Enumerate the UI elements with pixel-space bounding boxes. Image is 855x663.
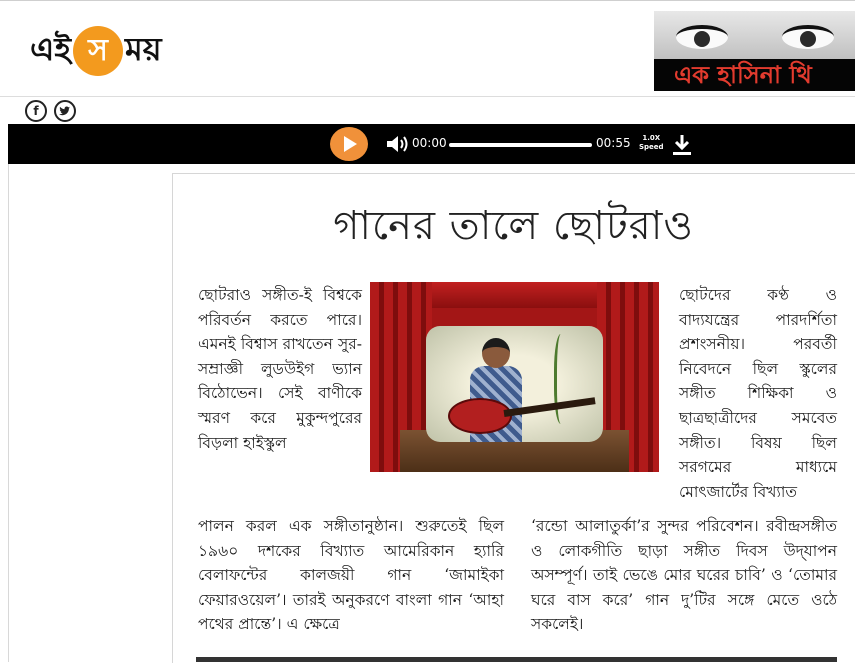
boy-head [482,338,510,368]
article-headline: গানের তালে ছোটরাও [333,203,694,249]
download-icon[interactable] [671,134,693,156]
volume-icon[interactable] [386,134,410,154]
guitar-body [448,398,512,434]
site-logo[interactable] [30,23,162,79]
logo-circle-letter: স [88,32,108,68]
article-photo [370,282,659,472]
twitter-icon[interactable] [54,100,76,122]
left-eye [676,25,728,49]
article-right-column: ছোটদের কণ্ঠ ও বাদ্যযন্ত্রের পারদর্শিতা প্রশংসনীয়। পরবর্তী নিবেদনে ছিল স্কুলের সঙ্গীত শিক্ষিকা ও ছাত্রছাত্রীদের সমবেত সঙ্গীত। বিষয় ছিল সরগমের মাধ্যমে মোৎজার্টের বিখ্যাত [679,286,837,501]
play-button[interactable] [330,127,368,161]
logo-circle [73,26,123,76]
ad-text: এক হাসিনা থি [654,59,855,91]
bottom-rule [196,657,837,662]
right-eye [782,25,834,49]
social-bar [0,96,855,125]
article-left-column: ছোটরাও সঙ্গীত-ই বিশ্বকে পরিবর্তন করতে পারে। এমনই বিশ্বাস রাখতেন সুর-সম্রাজ্ঞী লুডউইগ ভ্যান বিঠোভেন। সেই বাণীকে স্মরণ করে মুকুন্দপুরের বিড়লা হাইস্কুল [198,286,362,452]
site-header [0,0,855,97]
duration: 00:55 [596,136,631,150]
article-bottom-right: ‘রন্ডো আলাতুর্কা’র সুন্দর পরিবেশন। রবীন্দ্রসঙ্গীত ও লোকগীতি ছাড়া সঙ্গীত দিবস উদ্‌যাপন অসম্পূর্ণ। তাই ভেঙে মোর ঘরের চাবি’ ও ‘তোমার ঘরে বাস করে’ গান দু’টির সঙ্গে মেতে ওঠে সকলেই। [531,517,837,634]
logo-prefix: এই [30,30,71,68]
page-gutter-line [8,164,9,662]
facebook-icon[interactable]: f [25,100,47,122]
speed-button[interactable] [639,134,664,152]
logo-suffix: ময় [125,30,162,68]
audio-player [8,124,855,164]
speed-value: 1.0X [642,134,661,142]
advertisement-banner[interactable] [654,11,855,91]
vine-decoration [554,334,571,424]
speed-label: Speed [639,143,664,151]
current-time: 00:00 [412,136,447,150]
stage-backdrop [426,326,603,442]
article-bottom-left: পালন করল এক সঙ্গীতানুষ্ঠান। শুরুতেই ছিল ১৯৬০ দশকের বিখ্যাত আমেরিকান হ্যারি বেলাফন্টের কালজয়ী গান ‘জামাইকা ফেয়ারওয়েল’। তারই অনুকরণে বাংলা গান ‘আহা পথের প্রান্তে’। এ ক্ষেত্রে [198,517,504,634]
progress-track[interactable] [449,143,592,147]
ad-eyes-image [654,11,855,63]
